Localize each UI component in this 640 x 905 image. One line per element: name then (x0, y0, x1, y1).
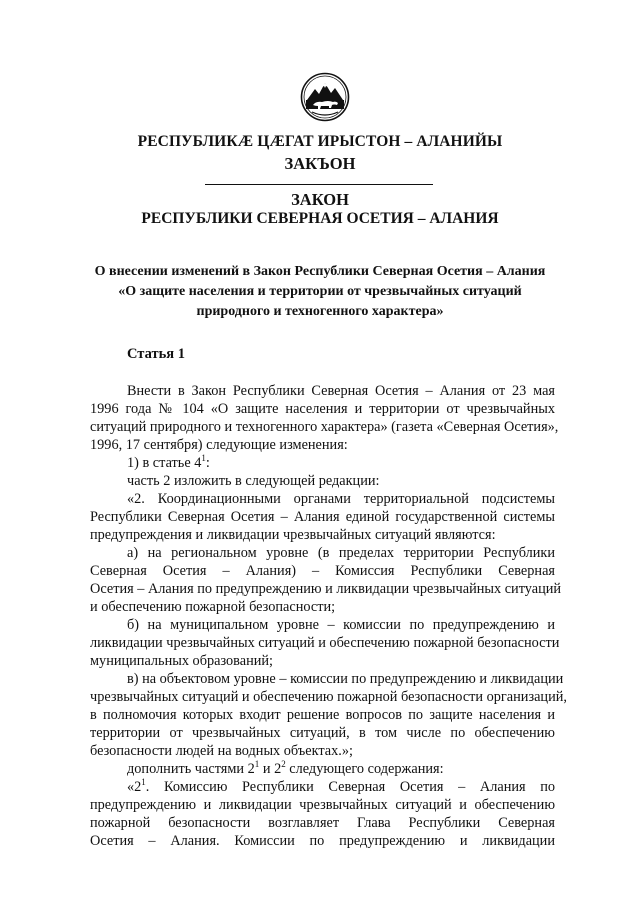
coat-of-arms-icon (300, 72, 350, 122)
body-text: следующего содержания: (285, 761, 444, 777)
body-line: и обеспечению пожарной безопасности; (90, 599, 336, 615)
header-divider (205, 184, 433, 185)
article-heading: Статья 1 (127, 346, 185, 362)
body-line: безопасности людей на водных объектах.»; (90, 743, 353, 759)
law-title-line: «О защите населения и территории от чрезвычайных ситуаций (118, 284, 522, 299)
body-line: часть 2 изложить в следующей редакции: (127, 473, 380, 489)
law-title-line: О внесении изменений в Закон Республики Северная Осетия – Алания (94, 264, 546, 279)
body-line: а) на региональном уровне (в пределах территории Республики (127, 545, 555, 561)
body-text: дополнить частями 2 (127, 761, 255, 777)
body-line (127, 454, 210, 472)
body-text: «2 (127, 779, 142, 795)
body-text: : (205, 455, 210, 471)
republic-name-ossetian: РЕСПУБЛИКӔ ЦӔГАТ ИРЫСТОН – АЛАНИЙЫ (137, 133, 503, 150)
body-line: 1996, 17 сентября) следующие изменения: (90, 437, 348, 453)
superscript: 2 (281, 759, 286, 769)
body-line: предупреждению и ликвидации чрезвычайных ситуаций и обеспечению (90, 797, 555, 813)
body-text: и 2 (259, 761, 282, 777)
body-line: «2. Координационными органами территориальной подсистемы (127, 491, 555, 507)
body-line: муниципальных образований; (90, 653, 274, 669)
body-line: ситуаций природного и техногенного характера» (газета «Северная Осетия», (90, 419, 559, 435)
law-title (60, 262, 580, 322)
body-line: Осетия – Алания по предупреждению и ликвидации чрезвычайных ситуаций (90, 581, 562, 597)
law-label-russian: ЗАКОН (291, 190, 349, 209)
body-line: Северная Осетия – Алания) – Комиссия Республики Северная (90, 563, 555, 579)
body-line: территории от чрезвычайных ситуаций, в том числе по обеспечению (90, 725, 555, 741)
body-line: пожарной безопасности возглавляет Глава Республики Северная (90, 815, 555, 831)
law-label-ossetian: ЗАКЪОН (284, 154, 356, 173)
superscript: 1 (141, 777, 146, 787)
body-line: чрезвычайных ситуаций и обеспечению пожарной безопасности организаций, (90, 689, 567, 705)
body-text: 1) в статье 4 (127, 455, 202, 471)
superscript: 1 (201, 453, 206, 463)
body-line (127, 760, 444, 778)
republic-name-russian: РЕСПУБЛИКИ СЕВЕРНАЯ ОСЕТИЯ – АЛАНИЯ (141, 210, 499, 227)
body-line: в) на объектовом уровне – комиссии по предупреждению и ликвидации (127, 671, 564, 687)
body-line: Осетия – Алания. Комиссии по предупреждению и ликвидации (90, 833, 555, 849)
body-line: Республики Северная Осетия – Алания единой государственной системы (90, 509, 555, 525)
body-line: предупреждения и ликвидации чрезвычайных ситуаций являются: (90, 527, 496, 543)
body-line (127, 778, 555, 796)
body-line: 1996 года № 104 «О защите населения и территории от чрезвычайных (90, 401, 555, 417)
body-line: в полномочия которых входит решение вопросов по защите населения и (90, 707, 555, 723)
body-text: . Комиссию Республики Северная Осетия – Алания по (145, 779, 555, 795)
superscript: 1 (254, 759, 260, 769)
law-title-line: природного и техногенного характера» (196, 304, 444, 319)
body-line: б) на муниципальном уровне – комиссии по предупреждению и (127, 617, 555, 633)
body-line: ликвидации чрезвычайных ситуаций и обеспечению пожарной безопасности (90, 635, 560, 651)
body-line: Внести в Закон Республики Северная Осетия – Алания от 23 мая (127, 383, 555, 399)
